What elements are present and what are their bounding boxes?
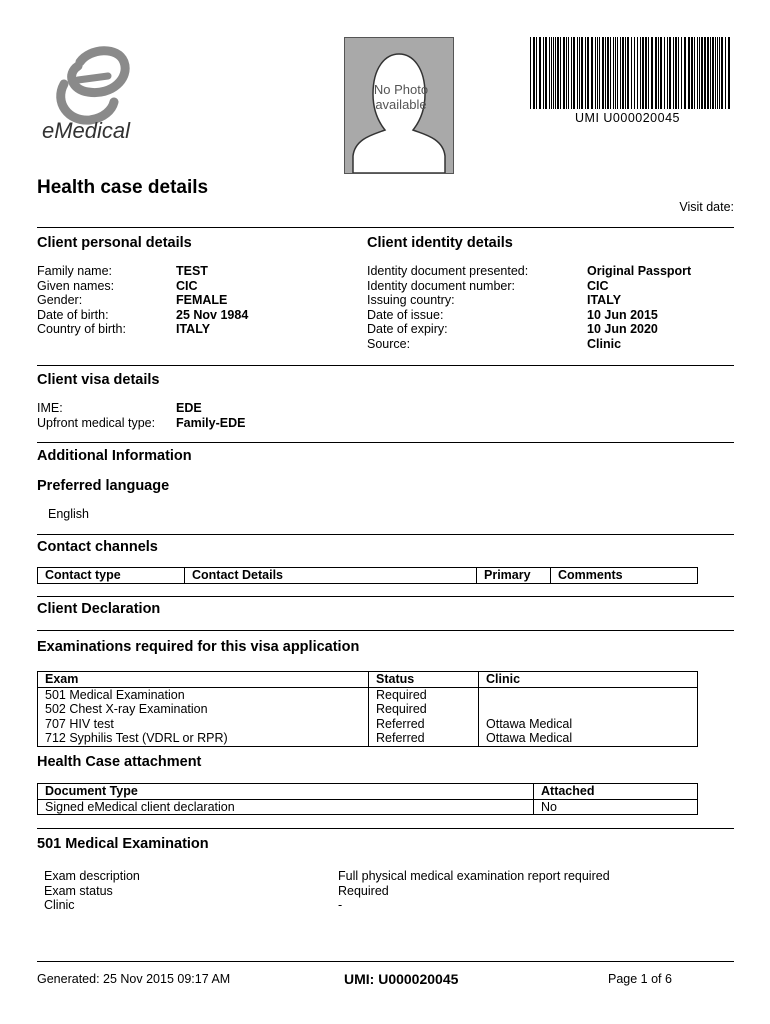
label-identity-document: Identity document presented: (367, 264, 529, 278)
table-row (38, 731, 698, 746)
table-cell: Required (369, 702, 479, 717)
label-issuing-country: Issuing country: (367, 293, 455, 308)
value-identity-document: Original Passport (587, 264, 692, 278)
label-family-name: Family name: (37, 264, 113, 278)
personal-labels (37, 264, 126, 337)
additional-info-heading: Additional Information (37, 448, 192, 464)
column-header: Contact Details (185, 568, 477, 584)
table-cell: No (534, 799, 698, 815)
preferred-language-heading: Preferred language (37, 478, 170, 494)
table-cell: Ottawa Medical (479, 731, 698, 746)
table-row (38, 799, 698, 815)
footer-umi: UMI: U000020045 (344, 971, 459, 987)
table-cell: 712 Syphilis Test (VDRL or RPR) (38, 731, 369, 746)
value-given-names: CIC (176, 278, 198, 293)
contact-channels-heading: Contact channels (37, 539, 158, 555)
label-date-of-birth: Date of birth: (37, 307, 109, 322)
contact-channels-table (37, 567, 698, 584)
column-header: Attached (534, 784, 698, 800)
label-exam-description: Exam description (44, 869, 140, 883)
table-cell: 707 HIV test (38, 717, 369, 732)
identity-values (587, 264, 691, 352)
value-clinic: - (338, 898, 343, 913)
personal-values (176, 264, 248, 337)
value-issuing-country: ITALY (587, 293, 622, 308)
emedical-logo (38, 40, 148, 148)
table-row (38, 702, 698, 717)
no-photo-text: No Photo available (373, 82, 429, 112)
value-date-of-issue: 10 Jun 2015 (587, 307, 658, 322)
table-cell: Signed eMedical client declaration (38, 799, 534, 815)
barcode-caption: UMI U000020045 (575, 111, 680, 125)
label-exam-status: Exam status (44, 883, 113, 898)
label-ime: IME: (37, 401, 63, 415)
column-header: Contact type (38, 568, 185, 584)
generated-timestamp: Generated: 25 Nov 2015 09:17 AM (37, 972, 231, 986)
column-header: Primary (477, 568, 551, 584)
value-document-number: CIC (587, 278, 609, 293)
table-cell (479, 687, 698, 702)
value-country-of-birth: ITALY (176, 322, 211, 337)
client-personal-heading: Client personal details (37, 235, 192, 251)
column-header: Status (369, 672, 479, 688)
label-source: Source: (367, 336, 411, 351)
client-declaration-heading: Client Declaration (37, 601, 161, 617)
table-cell: Ottawa Medical (479, 717, 698, 732)
label-clinic: Clinic (44, 898, 75, 913)
table-cell: 501 Medical Examination (38, 687, 369, 702)
preferred-language-value: English (48, 507, 89, 521)
divider (37, 596, 734, 597)
value-date-of-birth: 25 Nov 1984 (176, 307, 249, 322)
divider (37, 442, 734, 443)
value-gender: FEMALE (176, 293, 228, 308)
attachment-table (37, 783, 698, 815)
divider (37, 534, 734, 535)
table-cell: Required (369, 687, 479, 702)
label-date-of-issue: Date of issue: (367, 307, 444, 322)
table-cell: 502 Chest X-ray Examination (38, 702, 369, 717)
column-header: Clinic (479, 672, 698, 688)
table-cell: Referred (369, 731, 479, 746)
value-exam-description: Full physical medical examination report required (338, 869, 610, 883)
column-header: Comments (551, 568, 698, 584)
value-family-name: TEST (176, 264, 208, 278)
logo-text: eMedical (42, 118, 131, 143)
value-upfront-medical-type: Family-EDE (176, 415, 246, 430)
label-document-number: Identity document number: (367, 278, 515, 293)
label-country-of-birth: Country of birth: (37, 322, 126, 337)
visa-labels (37, 401, 155, 430)
value-source: Clinic (587, 336, 622, 351)
table-cell (479, 702, 698, 717)
examinations-table (37, 671, 698, 747)
client-photo-placeholder (344, 37, 454, 174)
table-cell: Referred (369, 717, 479, 732)
divider (37, 227, 734, 228)
page-title: Health case details (37, 177, 209, 198)
health-case-attachment-heading: Health Case attachment (37, 754, 202, 770)
label-upfront-medical-type: Upfront medical type: (37, 415, 156, 430)
label-gender: Gender: (37, 293, 83, 308)
barcode-icon (530, 37, 732, 109)
divider (37, 630, 734, 631)
identity-labels (367, 264, 528, 352)
divider (37, 961, 734, 962)
visa-values (176, 401, 245, 430)
exam-501-labels (44, 869, 140, 913)
visit-date-label: Visit date: (679, 200, 734, 214)
column-header: Exam (38, 672, 369, 688)
label-given-names: Given names: (37, 278, 115, 293)
exam-501-values (338, 869, 610, 913)
table-row (38, 717, 698, 732)
client-visa-heading: Client visa details (37, 372, 160, 388)
divider (37, 828, 734, 829)
exam-501-heading: 501 Medical Examination (37, 836, 209, 852)
client-identity-heading: Client identity details (367, 235, 513, 251)
examinations-heading: Examinations required for this visa application (37, 639, 360, 655)
column-header: Document Type (38, 784, 534, 800)
divider (37, 365, 734, 366)
value-exam-status: Required (338, 883, 389, 898)
page-number: Page 1 of 6 (608, 972, 672, 986)
value-date-of-expiry: 10 Jun 2020 (587, 322, 658, 337)
barcode (530, 37, 732, 109)
table-row (38, 687, 698, 702)
label-date-of-expiry: Date of expiry: (367, 322, 448, 337)
value-ime: EDE (176, 401, 202, 415)
